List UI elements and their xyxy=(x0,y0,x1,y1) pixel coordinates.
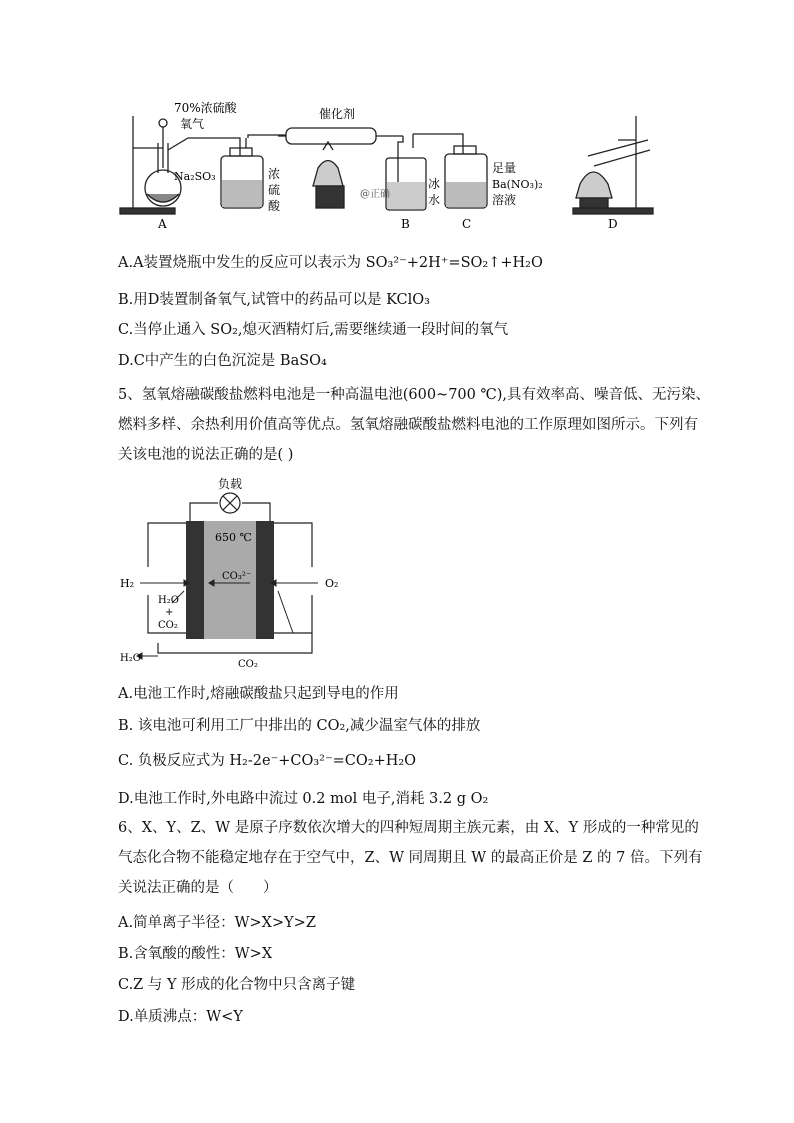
temp-label: 650 ℃ xyxy=(215,531,252,544)
oxygen-label: 氧气 xyxy=(180,117,205,131)
acid-label: 70%浓硫酸 xyxy=(174,101,237,115)
load-label: 负载 xyxy=(218,477,243,491)
q5-option-a: A.电池工作时,熔融碳酸盐只起到导电的作用 xyxy=(118,686,399,702)
co2-label: CO₂ xyxy=(158,620,178,631)
q6-option-b: B.含氧酸的酸性：W>X xyxy=(118,946,273,962)
q6-stem-line-2: 气态化合物不能稳定地存在于空气中，Z、W 同周期且 W 的最高正价是 Z 的 7 倍。下列有 xyxy=(118,850,703,866)
q6-stem-line-3: 关说法正确的是（ ） xyxy=(118,880,278,896)
h2o-out-label: H₂O xyxy=(120,653,141,664)
excess-label: 足量 xyxy=(492,161,517,175)
ice-label-2: 水 xyxy=(428,193,441,207)
q5-stem-line-3: 关该电池的说法正确的是( ) xyxy=(118,447,294,463)
catalyst-label: 催化剂 xyxy=(319,107,356,121)
plus-label: + xyxy=(165,607,174,618)
h2o-label: H₂O xyxy=(158,595,179,606)
conc-label-3: 酸 xyxy=(268,199,281,213)
q4-option-a: A.A装置烧瓶中发生的反应可以表示为 SO₃²⁻+2H⁺=SO₂↑+H₂O xyxy=(118,255,543,271)
q5-stem xyxy=(118,380,710,470)
o2-label: O₂ xyxy=(325,577,339,590)
conc-label-1: 浓 xyxy=(268,167,281,181)
q5-stem-line-1: 5、氢氧熔融碳酸盐燃料电池是一种高温电池(600~700 ℃),具有效率高、噪音低、无污染、 xyxy=(118,387,710,403)
q4-option-d: D.C中产生的白色沉淀是 BaSO₄ xyxy=(118,353,327,369)
q5-stem-line-2: 燃料多样、余热利用价值高等优点。氢氧熔融碳酸盐燃料电池的工作原理如图所示。下列有 xyxy=(118,417,698,433)
solution-label: 溶液 xyxy=(492,193,517,207)
fuel-cell-figure xyxy=(118,473,358,671)
letter-a: A xyxy=(158,217,167,230)
q5-option-c: C. 负极反应式为 H₂-2e⁻+CO₃²⁻=CO₂+H₂O xyxy=(118,753,417,769)
letter-b: B xyxy=(401,217,410,230)
conc-label-2: 硫 xyxy=(268,183,281,197)
ice-label-1: 冰 xyxy=(428,177,441,191)
q4-option-c: C.当停止通入 SO₂,熄灭酒精灯后,需要继续通一段时间的氧气 xyxy=(118,322,509,338)
na2so3-label: Na₂SO₃ xyxy=(174,170,216,183)
q6-option-d: D.单质沸点：W<Y xyxy=(118,1009,243,1025)
letter-c: C xyxy=(462,217,472,230)
ion-label: CO₃²⁻ xyxy=(222,571,252,582)
q6-stem xyxy=(118,813,703,903)
q4-option-b: B.用D装置制备氧气,试管中的药品可以是 KClO₃ xyxy=(118,292,430,308)
q6-option-c: C.Z 与 Y 形成的化合物中只含离子键 xyxy=(118,977,356,993)
co2-bottom-label: CO₂ xyxy=(238,659,258,670)
watermark: @正确 xyxy=(360,189,390,200)
q6-option-a: A.简单离子半径：W>X>Y>Z xyxy=(118,915,316,931)
letter-d: D xyxy=(608,217,618,230)
ba-no3-label: Ba(NO₃)₂ xyxy=(492,178,543,191)
q6-stem-line-1: 6、X、Y、Z、W 是原子序数依次增大的四种短周期主族元素，由 X、Y 形成的一种常见的 xyxy=(118,820,699,836)
h2-label: H₂ xyxy=(120,577,135,590)
apparatus-figure xyxy=(118,98,678,230)
q5-option-d: D.电池工作时,外电路中流过 0.2 mol 电子,消耗 3.2 g O₂ xyxy=(118,791,489,807)
q5-option-b: B. 该电池可利用工厂中排出的 CO₂,减少温室气体的排放 xyxy=(118,718,481,734)
